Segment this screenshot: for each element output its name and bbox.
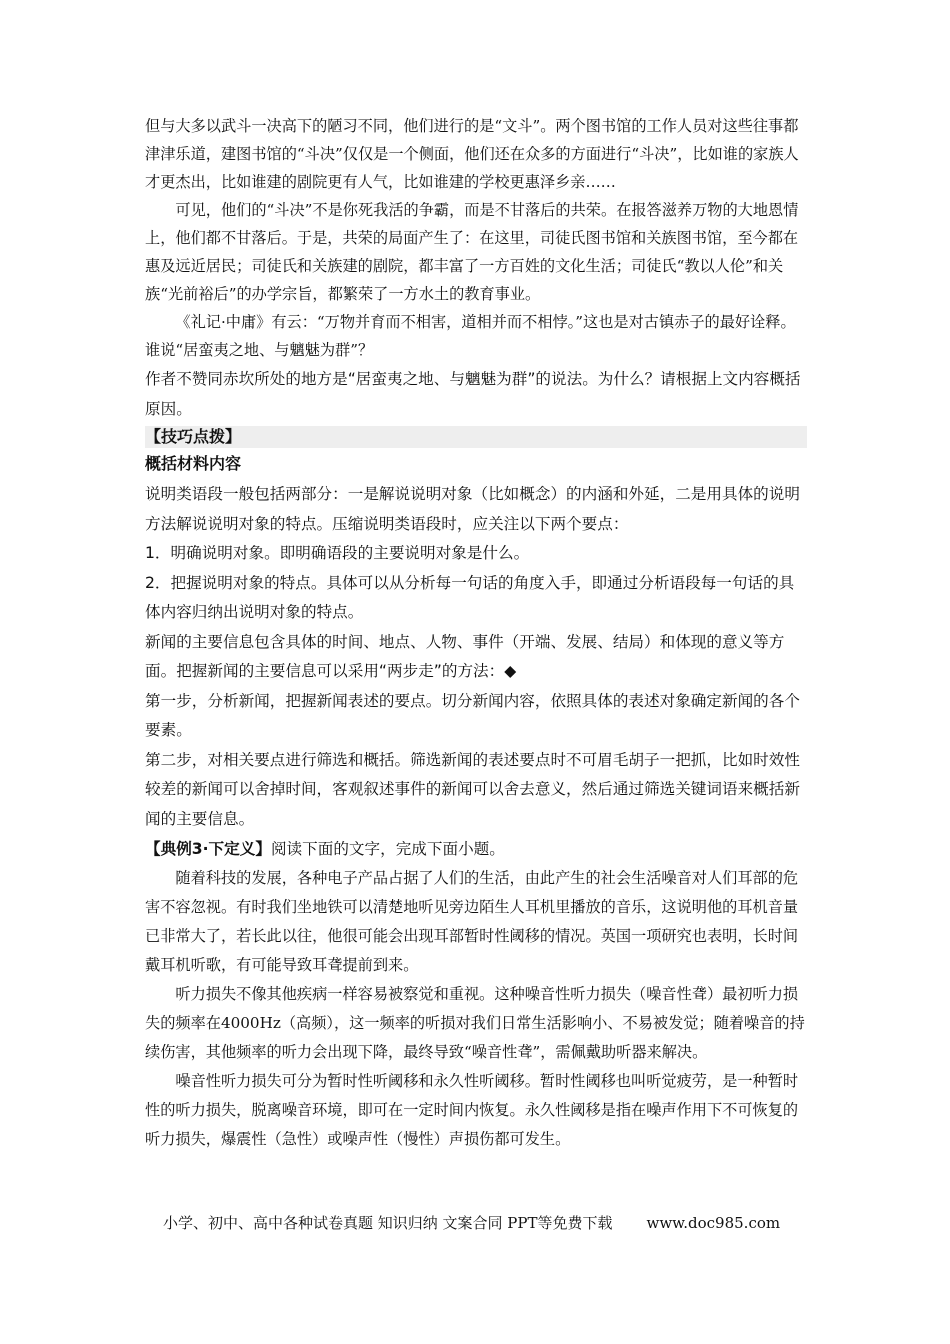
example-passage	[145, 864, 807, 1154]
example-paragraph-1: 随着科技的发展，各种电子产品占据了人们的生活，由此产生的社会生活噪音对人们耳部的危害不容忽视。有时我们坐地铁可以清楚地听见旁边陌生人耳机里播放的音乐，这说明他的耳机音量已非常大了，若长此以往，他很可能会出现耳部暂时性阈移的情况。英国一项研究也表明，长时间戴耳机听歌，有可能导致耳聋提前到来。	[145, 869, 799, 974]
tips-line-4: 新闻的主要信息包含具体的时间、地点、人物、事件（开端、发展、结局）和体现的意义等方面。把握新闻的主要信息可以采用“两步走”的方法：◆	[145, 632, 785, 680]
example-title	[145, 834, 807, 864]
example-paragraph-2: 听力损失不像其他疾病一样容易被察觉和重视。这种噪音性听力损失（噪音性聋）最初听力损失的频率在4000Hz（高频），这一频率的听损对我们日常生活影响小、不易被发觉；随着噪音的持续伤害，其他频率的听力会出现下降，最终导致“噪音性聋”，需佩戴助听器来解决。	[145, 985, 805, 1061]
passage-paragraph-1: 但与大多以武斗一决高下的陋习不同，他们进行的是“文斗”。两个图书馆的工作人员对这些往事都津津乐道，建图书馆的“斗决”仅仅是一个侧面，他们还在众多的方面进行“斗决”，比如谁的家族人才更杰出，比如谁建的剧院更有人气，比如谁建的学校更惠泽乡亲……	[145, 117, 799, 191]
tips-heading: 【技巧点拨】	[145, 426, 807, 448]
footer-text: 小学、初中、高中各种试卷真题 知识归纳 文案合同 PPT等免费下载	[163, 1214, 613, 1232]
tips-subheading: 概括材料内容	[145, 454, 242, 473]
tips-content	[145, 480, 807, 834]
footer-url[interactable]: www.doc985.com	[646, 1214, 781, 1232]
tips-line-3: 2．把握说明对象的特点。具体可以从分析每一句话的角度入手，即通过分析语段每一句话的具体内容归纳出说明对象的特点。	[145, 573, 795, 621]
example-instruction: 阅读下面的文字，完成下面小题。	[270, 840, 505, 858]
tips-line-1: 说明类语段一般包括两部分：一是解说说明对象（比如概念）的内涵和外延，二是用具体的说明方法解说说明对象的特点。压缩说明类语段时，应关注以下两个要点：	[145, 485, 800, 533]
tips-line-2: 1．明确说明对象。即明确语段的主要说明对象是什么。	[145, 544, 530, 562]
tips-line-5: 第一步，分析新闻，把握新闻表述的要点。切分新闻内容，依照具体的表述对象确定新闻的各个要素。	[145, 691, 800, 739]
passage-paragraph-2: 可见，他们的“斗决”不是你死我活的争霸，而是不甘落后的共荣。在报答滋养万物的大地恩情上，他们都不甘落后。于是，共荣的局面产生了：在这里，司徒氏图书馆和关族图书馆，至今都在惠及远近居民；司徒氏和关族建的剧院，都丰富了一方百姓的文化生活；司徒氏“教以人伦”和关族“光前裕后”的办学宗旨，都繁荣了一方水土的教育事业。	[145, 201, 799, 303]
example-label: 【典例3·下定义】	[145, 840, 271, 858]
reading-passage	[145, 112, 807, 364]
passage-paragraph-3: 《礼记·中庸》有云：“万物并育而不相害，道相并而不相悖。”这也是对古镇赤子的最好诠释。谁说“居蛮夷之地、与魑魅为群”？	[145, 313, 796, 359]
tips-line-6: 第二步，对相关要点进行筛选和概括。筛选新闻的表述要点时不可眉毛胡子一把抓，比如时效性较差的新闻可以舍掉时间，客观叙述事件的新闻可以舍去意义，然后通过筛选关键词语来概括新闻的主要信息。	[145, 750, 800, 828]
document-page	[145, 112, 807, 1154]
page-footer	[163, 1212, 803, 1233]
example-paragraph-3: 噪音性听力损失可分为暂时性听阈移和永久性听阈移。暂时性阈移也叫听觉疲劳，是一种暂时性的听力损失，脱离噪音环境，即可在一定时间内恢复。永久性阈移是指在噪声作用下不可恢复的听力损失，爆震性（急性）或噪声性（慢性）声损伤都可发生。	[145, 1072, 799, 1148]
question-text: 作者不赞同赤坎所处的地方是“居蛮夷之地、与魑魅为群”的说法。为什么？请根据上文内容概括原因。	[145, 370, 801, 418]
